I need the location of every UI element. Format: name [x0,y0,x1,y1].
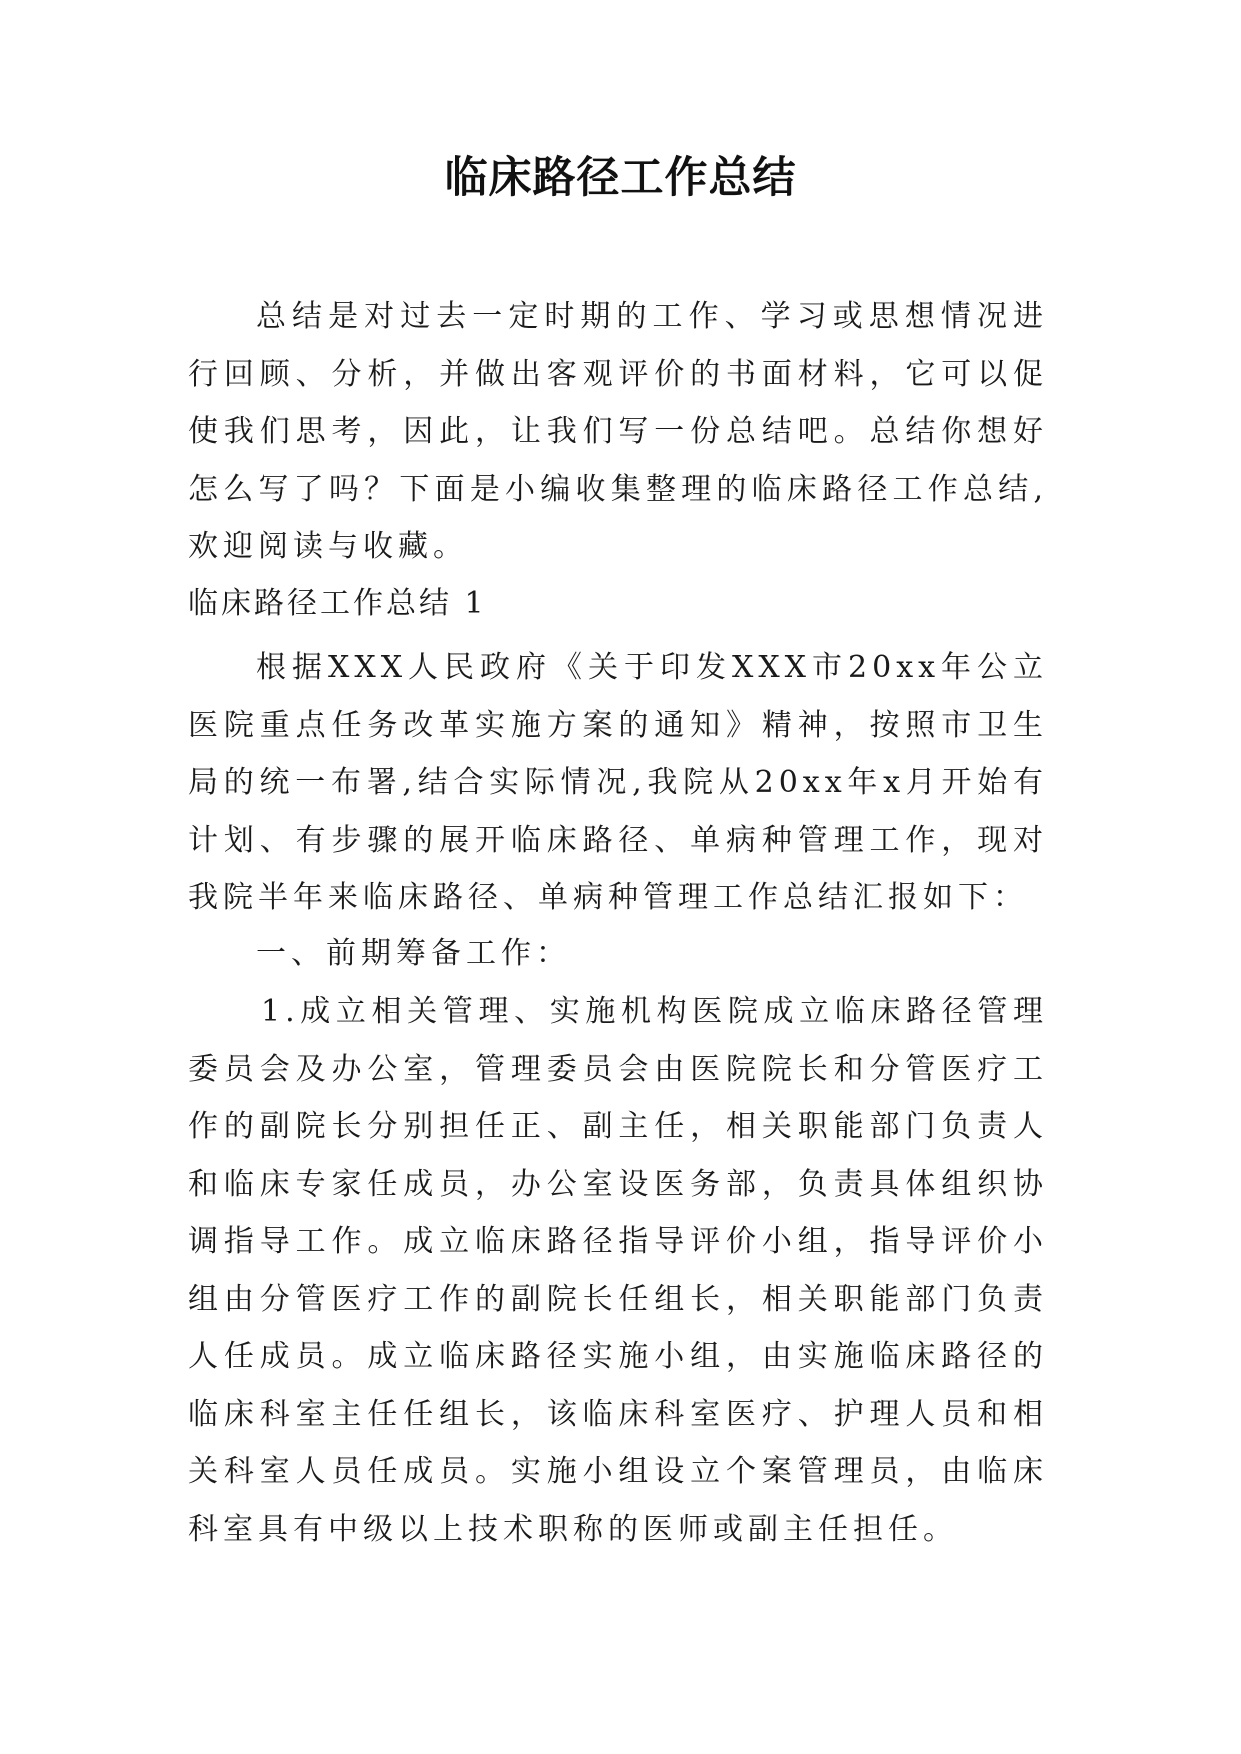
intro-paragraph: 总结是对过去一定时期的工作、学习或思想情况进行回顾、分析，并做出客观评价的书面材料，它可以促使我们思考，因此，让我们写一份总结吧。总结你想好怎么写了吗？下面是小编收集整理的临床路径工作总结,欢迎阅读与收藏。 [188,299,1048,564]
body-paragraph-1: 根据XXX人民政府《关于印发XXX市20xx年公立医院重点任务改革实施方案的通知》精神，按照市卫生局的统一布署,结合实际情况,我院从20xx年x月开始有计划、有步骤的展开临床路径、单病种管理工作，现对我院半年来临床路径、单病种管理工作总结汇报如下： [188,650,1048,915]
document-title: 临床路径工作总结 [444,153,797,203]
section-heading: 临床路径工作总结 1 [188,586,487,621]
body-paragraph-2: 1.成立相关管理、实施机构医院成立临床路径管理委员会及办公室，管理委员会由医院院长和分管医疗工作的副院长分别担任正、副主任，相关职能部门负责人和临床专家任成员，办公室设医务部，负责具体组织协调指导工作。成立临床路径指导评价小组，指导评价小组由分管医疗工作的副院长任组长，相关职能部门负责人任成员。成立临床路径实施小组，由实施临床路径的临床科室主任任组长，该临床科室医疗、护理人员和相关科室人员任成员。实施小组设立个案管理员，由临床科室具有中级以上技术职称的医师或副主任担任。 [188,994,1048,1547]
sub-heading: 一、前期筹备工作： [256,936,571,971]
